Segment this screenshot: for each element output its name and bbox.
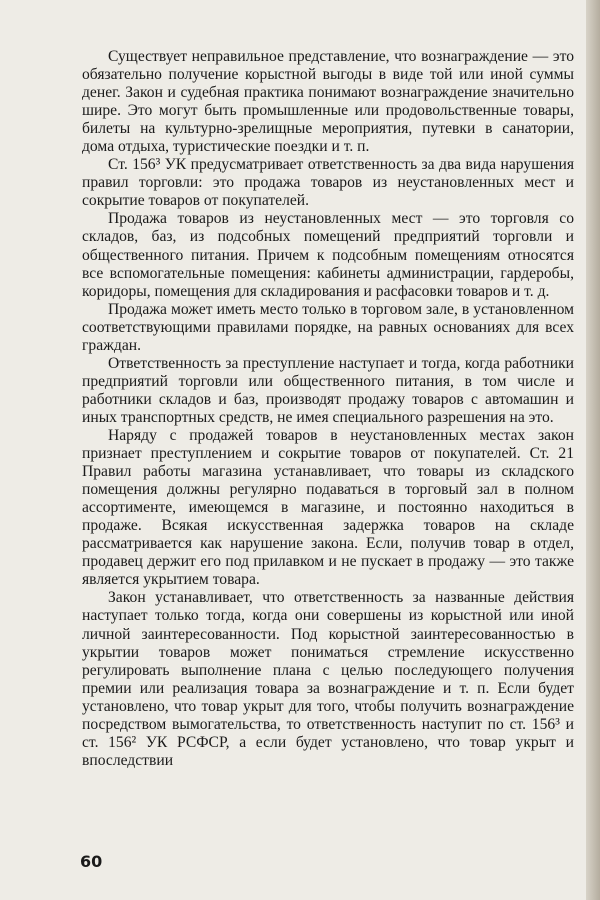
- paragraph: Существует неправильное представление, что вознаграждение — это обязательно получение корыстной выгоды в виде той или иной суммы денег. Закон и судебная практика понимают вознаграждение значительно шире. Это могут быть промышленные или продовольственные товары, билеты на культурно-зрелищные мероприятия, путевки в санатории, дома отдыха, туристические поездки и т. п.: [82, 48, 574, 156]
- paragraph: Продажа товаров из неустановленных мест — это торговля со складов, баз, из подсобных помещений предприятий торговли и общественного питания. Причем к подсобным помещениям относятся все вспомогательные помещения: кабинеты администрации, гардеробы, коридоры, помещения для складирования и расфасовки товаров и т. д.: [82, 210, 574, 300]
- paragraph: Закон устанавливает, что ответственность за названные действия наступает только тогда, когда они совершены из корыстной или иной личной заинтересованности. Под корыстной заинтересованностью в укрытии товаров может пониматься стремление искусственно регулировать выполнение плана с целью последующего получения премии или реализация товара за вознаграждение и т. п. Если будет установлено, что товар укрыт для того, чтобы получить вознаграждение посредством вымогательства, то ответственность наступит по ст. 156³ и ст. 156² УК РСФСР, а если будет установлено, что товар укрыт и впоследствии: [82, 589, 574, 769]
- body-text: [82, 48, 574, 770]
- page-number: 60: [80, 852, 103, 871]
- paragraph: Ответственность за преступление наступает и тогда, когда работники предприятий торговли или общественного питания, в том числе и работники складов и баз, производят продажу товаров с автомашин и иных транспортных средств, не имея специального разрешения на это.: [82, 354, 574, 426]
- paragraph: Наряду с продажей товаров в неустановленных местах закон признает преступлением и сокрытие товаров от покупателей. Ст. 21 Правил работы магазина устанавливает, что товары из складского помещения должны регулярно подаваться в торговый зал в полном ассортименте, имеющемся в магазине, и постоянно находиться в продаже. Всякая искусственная задержка товаров на складе рассматривается как нарушение закона. Если, получив товар в отдел, продавец держит его под прилавком и не пускает в продажу — это также является укрытием товара.: [82, 426, 574, 589]
- paragraph: Ст. 156³ УК предусматривает ответственность за два вида нарушения правил торговли: это продажа товаров из неустановленных мест и сокрытие товаров от покупателей.: [82, 156, 574, 210]
- paragraph: Продажа может иметь место только в торговом зале, в установленном соответствующими правилами порядке, на равных основаниях для всех граждан.: [82, 300, 574, 354]
